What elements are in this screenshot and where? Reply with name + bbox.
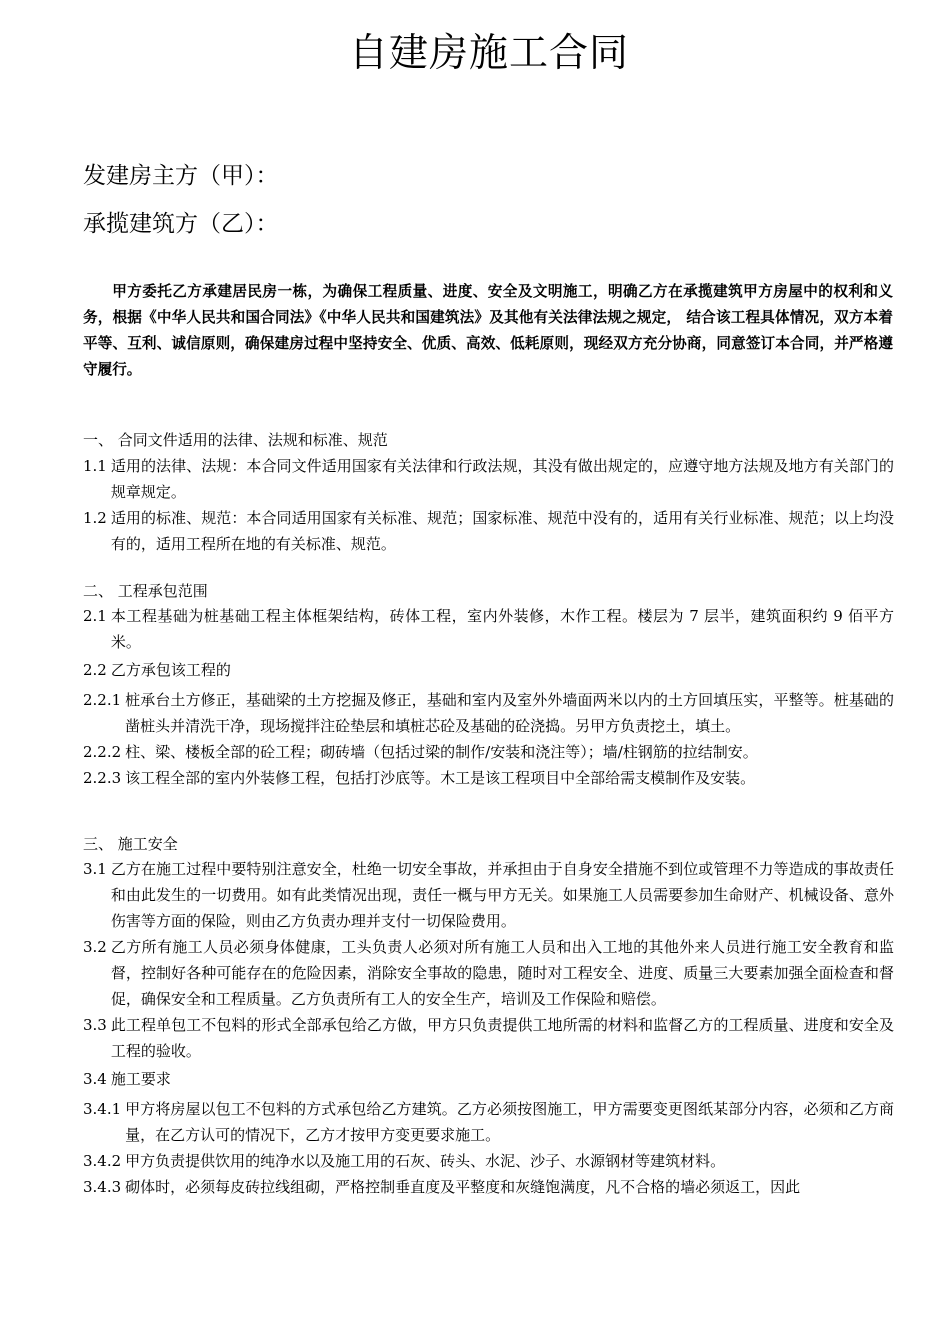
clause-text: 甲方将房屋以包工不包料的方式承包给乙方建筑。乙方必须按图施工，甲方需要变更图纸某部分内容，必须和乙方商量，在乙方认可的情况下，乙方才按甲方变更要求施工。 — [125, 1100, 894, 1144]
clause-text: 该工程全部的室内外装修工程，包括打沙底等。木工是该工程项目中全部给需支模制作及安装。 — [125, 769, 756, 787]
clause-text: 桩承台土方修正，基础梁的土方挖掘及修正，基础和室内及室外外墙面两米以内的土方回填压实，平整等。桩基础的凿桩头并清洗干净，现场搅拌注砼垫层和填桩芯砼及基础的砼浇捣。另甲方负责挖土，填土。 — [125, 691, 894, 735]
party-b-label: 承揽建筑方（乙）： — [83, 211, 279, 237]
section-2-heading: 二、 工程承包范围 — [83, 582, 208, 600]
party-a-label: 发建房主方（甲）： — [83, 163, 279, 189]
clause-3-1 — [83, 856, 894, 934]
section-3-body — [83, 856, 894, 1200]
clause-number: 1.2 — [83, 509, 107, 527]
clause-number: 3.3 — [83, 1016, 107, 1034]
clause-3-4-2 — [83, 1148, 894, 1174]
clause-number: 3.2 — [83, 938, 107, 956]
clause-text: 适用的标准、规范：本合同适用国家有关标准、规范；国家标准、规范中没有的，适用有关行业标准、规范；以上均没有的，适用工程所在地的有关标准、规范。 — [110, 509, 894, 553]
clause-3-3 — [83, 1012, 894, 1064]
clause-3-4-3 — [83, 1174, 894, 1200]
section-1-body — [83, 453, 894, 557]
clause-text: 此工程单包工不包料的形式全部承包给乙方做，甲方只负责提供工地所需的材料和监督乙方的工程质量、进度和安全及工程的验收。 — [110, 1016, 894, 1060]
clause-number: 3.4.3 — [83, 1178, 122, 1196]
clause-2-2-1 — [83, 687, 894, 739]
clause-3-4 — [83, 1066, 894, 1092]
clause-text: 施工要求 — [110, 1070, 171, 1088]
clause-number: 3.4 — [83, 1070, 107, 1088]
clause-number: 2.2.3 — [83, 769, 122, 787]
clause-text: 本工程基础为桩基础工程主体框架结构，砖体工程，室内外装修，木作工程。楼层为 7 层半，建筑面积约 9 佰平方米。 — [110, 607, 894, 651]
clause-number: 2.2.1 — [83, 691, 122, 709]
document-title: 自建房施工合同 — [348, 31, 629, 76]
clause-1-2 — [83, 505, 894, 557]
clause-text: 砌体时，必须每皮砖拉线组砌，严格控制垂直度及平整度和灰缝饱满度，凡不合格的墙必须返工，因此 — [125, 1178, 801, 1196]
clause-text: 甲方负责提供饮用的纯净水以及施工用的石灰、砖头、水泥、沙子、水源钢材等建筑材料。 — [125, 1152, 726, 1170]
clause-text: 柱、梁、楼板全部的砼工程；砌砖墙（包括过梁的制作/安装和浇注等）；墙/柱钢筋的拉结制安。 — [125, 743, 758, 761]
clause-number: 1.1 — [83, 457, 107, 475]
section-2-body — [83, 603, 894, 791]
clause-text: 适用的法律、法规：本合同文件适用国家有关法律和行政法规，其没有做出规定的，应遵守地方法规及地方有关部门的规章规定。 — [110, 457, 894, 501]
clause-3-2 — [83, 934, 894, 1012]
clause-number: 3.4.1 — [83, 1100, 122, 1118]
clause-1-1 — [83, 453, 894, 505]
clause-text: 乙方所有施工人员必须身体健康，工头负责人必须对所有施工人员和出入工地的其他外来人员进行施工安全教育和监督，控制好各种可能存在的危险因素，消除安全事故的隐患，随时对工程安全、进度、质量三大要素加强全面检查和督促，确保安全和工程质量。乙方负责所有工人的安全生产，培训及工作保险和赔偿。 — [110, 938, 894, 1008]
clause-2-2-3 — [83, 765, 894, 791]
section-1-heading: 一、 合同文件适用的法律、法规和标准、规范 — [83, 431, 388, 449]
intro-paragraph: 甲方委托乙方承建居民房一栋，为确保工程质量、进度、安全及文明施工，明确乙方在承揽建筑甲方房屋中的权利和义务，根据《中华人民共和国合同法》《中华人民共和国建筑法》及其他有关法律法规之规定， 结合该工程具体情况，双方本着平等、互利、诚信原则，确保建房过程中坚持安全、优质、高效、低耗原则，现经双方充分协商，同意签订本合同，并严格遵守履行。 — [83, 283, 893, 378]
clause-number: 2.2 — [83, 661, 107, 679]
clause-2-2 — [83, 657, 894, 683]
clause-number: 3.1 — [83, 860, 107, 878]
section-3-heading: 三、 施工安全 — [83, 835, 178, 853]
clause-3-4-1 — [83, 1096, 894, 1148]
clause-number: 3.4.2 — [83, 1152, 122, 1170]
clause-2-1 — [83, 603, 894, 655]
clause-2-2-2 — [83, 739, 894, 765]
clause-text: 乙方在施工过程中要特别注意安全，杜绝一切安全事故，并承担由于自身安全措施不到位或管理不力等造成的事故责任和由此发生的一切费用。如有此类情况出现，责任一概与甲方无关。如果施工人员需要参加生命财产、机械设备、意外伤害等方面的保险，则由乙方负责办理并支付一切保险费用。 — [110, 860, 894, 930]
clause-number: 2.1 — [83, 607, 107, 625]
clause-text: 乙方承包该工程的 — [110, 661, 231, 679]
clause-number: 2.2.2 — [83, 743, 122, 761]
